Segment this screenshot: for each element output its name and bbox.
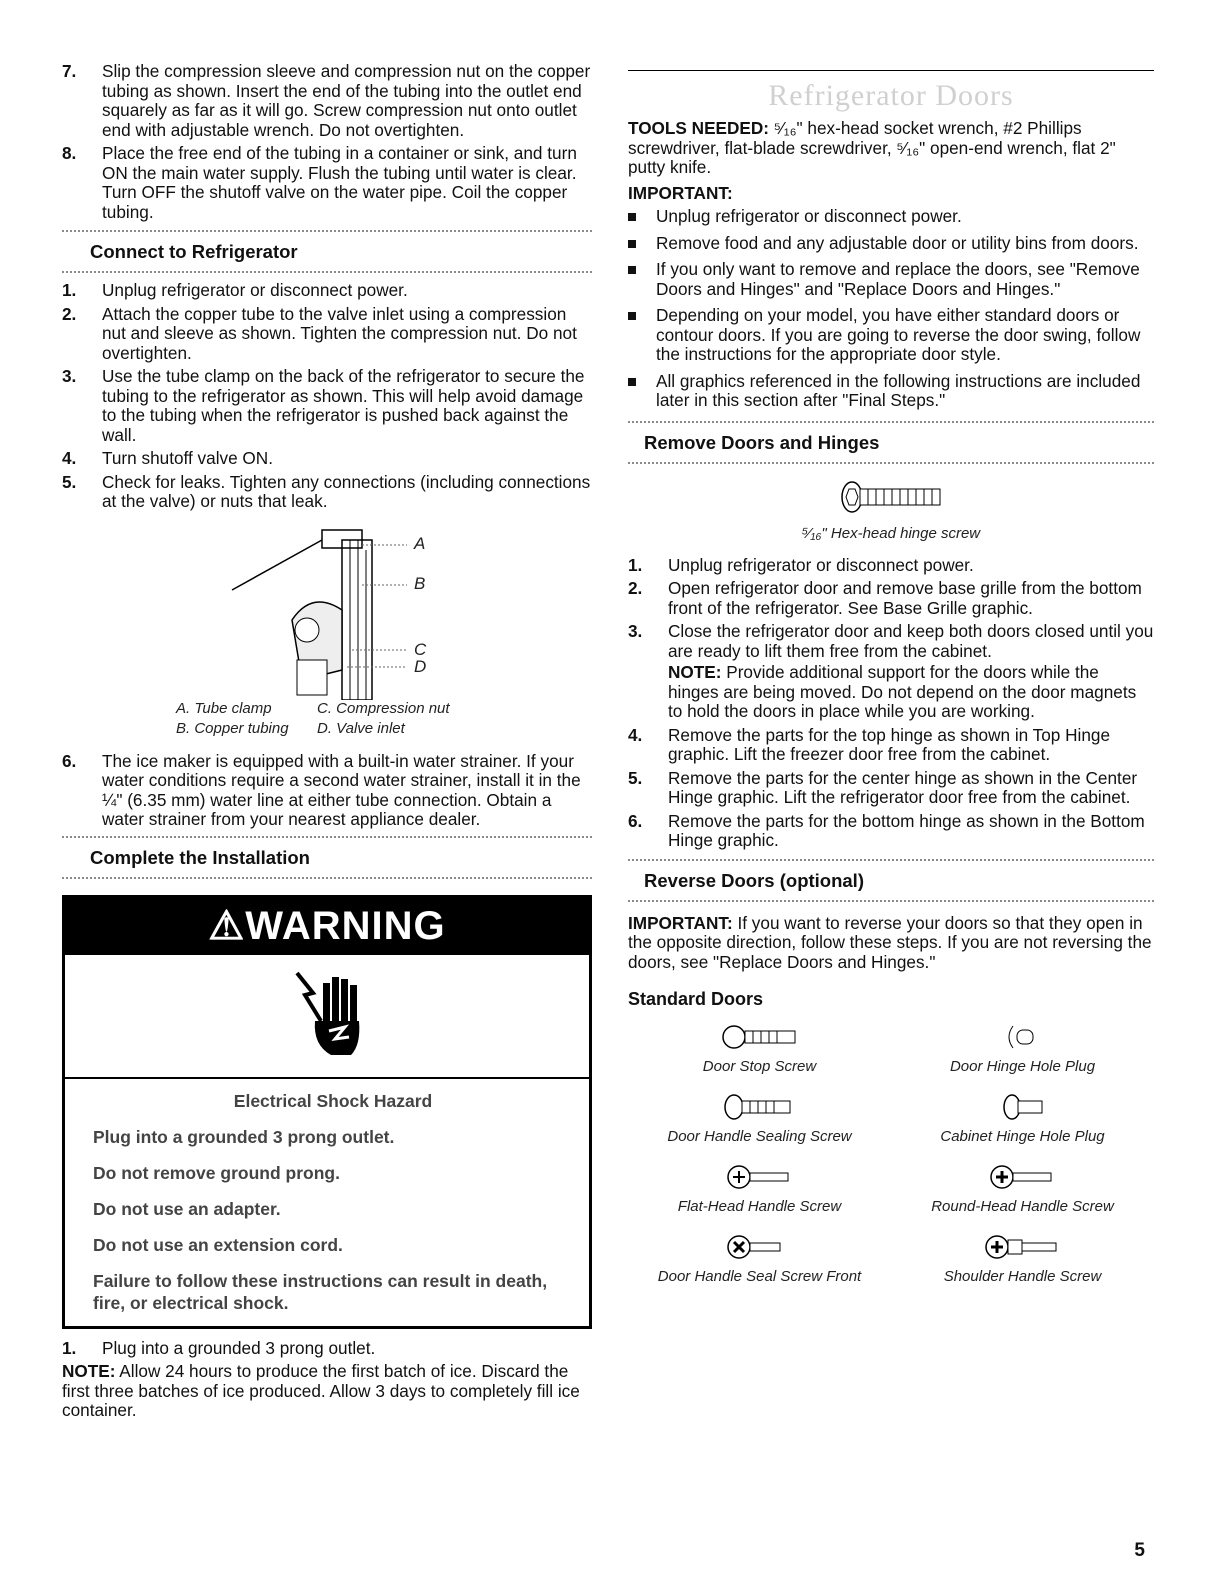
install-steps-top <box>62 62 592 222</box>
connect-section <box>62 230 592 273</box>
divider <box>62 877 592 879</box>
shock-icon-row <box>65 955 589 1079</box>
door-stop-screw-icon <box>720 1022 800 1052</box>
reverse-important: IMPORTANT: If you want to reverse your doors so that they open in the opposite direction, follow these steps. If you are not reversing the doors, see "Replace Doors and Hinges." <box>628 912 1152 972</box>
list-item: 7. Slip the compression sleeve and compression nut on the copper tubing as shown. Insert the end of the tubing into the outlet end squarely as far as it will go. Screw compression nut onto outlet end with adjustable wrench. Do not overtighten. <box>62 61 591 140</box>
hardware-caption: Door Stop Screw <box>702 1057 817 1075</box>
list-item: 3. Close the refrigerator door and keep both doors closed until you are ready to lift them free from the cabinet. NOTE: Provide additional support for the doors while the hinges are being moved. Do not depend on the door magnets to hold the doors in place while you are working. <box>628 621 1154 721</box>
list-item: 1. Unplug refrigerator or disconnect power. <box>628 554 974 575</box>
hardware-caption: Shoulder Handle Screw <box>943 1267 1102 1285</box>
list-item: 2. Attach the copper tube to the valve inlet using a compression nut and sleeve as shown. Tighten the compression nut. Do not overtighten. <box>62 303 577 363</box>
list-item: If you only want to remove and replace the doors, see "Remove Doors and Hinges" and "Replace Doors and Hinges." <box>628 260 1154 299</box>
electric-shock-icon <box>291 965 371 1065</box>
hardware-item <box>891 1162 1154 1232</box>
legend-item: B. Copper tubing <box>176 719 289 737</box>
shoulder-screw-icon <box>983 1232 1063 1262</box>
figure-legend <box>62 700 592 746</box>
hardware-caption: Door Handle Seal Screw Front <box>657 1267 862 1285</box>
callout-c: C <box>414 639 427 659</box>
divider <box>628 462 1154 464</box>
hardware-item <box>891 1092 1154 1162</box>
divider <box>62 271 592 273</box>
hardware-caption: Door Handle Sealing Screw <box>667 1127 852 1145</box>
legend-item: A. Tube clamp <box>176 699 272 717</box>
hardware-caption: Flat-Head Handle Screw <box>677 1197 842 1215</box>
hex-head-screw-icon <box>836 480 946 514</box>
warning-triangle-icon: ⚠ <box>208 903 246 948</box>
hazard-title: Electrical Shock Hazard <box>233 1090 433 1111</box>
callout-b: B <box>414 573 426 593</box>
list-item: 2. Open refrigerator door and remove base grille from the bottom front of the refrigerator. See Base Grille graphic. <box>628 578 1142 618</box>
cabinet-plug-icon <box>998 1092 1048 1122</box>
page-number: 5 <box>1134 1540 1145 1561</box>
hardware-caption: Cabinet Hinge Hole Plug <box>940 1127 1105 1145</box>
list-item: 6. Remove the parts for the bottom hinge as shown in the Bottom Hinge graphic. <box>628 810 1145 850</box>
hardware-item <box>891 1232 1154 1302</box>
warning-line: Do not use an extension cord. <box>93 1234 343 1255</box>
round-head-screw-icon <box>988 1162 1058 1192</box>
callout-a: A <box>414 533 426 553</box>
warning-line: Plug into a grounded 3 prong outlet. <box>93 1126 395 1147</box>
hardware-item <box>628 1092 891 1162</box>
list-item: Depending on your model, you have either standard doors or contour doors. If you are going to reverse the door swing, follow the instructions for the appropriate door style. <box>628 306 1154 365</box>
divider <box>628 900 1154 902</box>
remove-steps <box>628 556 1154 851</box>
connect-steps <box>62 281 592 512</box>
callout-d: D <box>414 656 427 676</box>
valve-diagram <box>62 520 592 700</box>
final-step <box>62 1339 592 1359</box>
warning-line: Do not remove ground prong. <box>93 1162 340 1183</box>
page-title: Refrigerator Doors <box>768 79 1014 112</box>
sealing-screw-icon <box>720 1092 800 1122</box>
strainer-step <box>62 752 592 830</box>
hinge-hole-plug-icon <box>1003 1022 1043 1052</box>
left-column <box>62 62 592 1421</box>
list-item: 1. Unplug refrigerator or disconnect power. <box>62 280 408 300</box>
reverse-section <box>628 859 1154 902</box>
standard-doors-heading: Standard Doors <box>628 989 764 1009</box>
tools-needed: TOOLS NEEDED: ⁵⁄₁₆" hex-head socket wrench, #2 Phillips screwdriver, flat-blade screwdriver, ⁵⁄₁₆" open-end wrench, flat 2" putty knife. <box>628 118 1116 177</box>
legend-item: D. Valve inlet <box>317 719 405 737</box>
list-item: 1. Plug into a grounded 3 prong outlet. <box>62 1337 376 1358</box>
list-item: 4. Remove the parts for the top hinge as shown in Top Hinge graphic. Lift the freezer door free from the cabinet. <box>628 724 1111 764</box>
figure-caption: ⁵⁄₁₆" Hex-head hinge screw <box>801 524 981 542</box>
top-rule <box>628 70 1154 71</box>
section-heading: Complete the Installation <box>90 846 310 868</box>
remove-section <box>628 421 1154 464</box>
important-bullets <box>628 207 1154 411</box>
hinge-screw-figure <box>628 480 1154 542</box>
complete-section <box>62 836 592 879</box>
list-item: Remove food and any adjustable door or utility bins from doors. <box>628 234 1154 254</box>
warning-banner: ⚠WARNING <box>65 898 589 955</box>
warning-body <box>65 1079 589 1326</box>
hardware-caption: Round-Head Handle Screw <box>931 1197 1114 1215</box>
hardware-item <box>628 1162 891 1232</box>
list-item: 5. Check for leaks. Tighten any connections (including connections at the valve) or nuts that leak. <box>62 471 591 511</box>
warning-line: Failure to follow these instructions can result in death, fire, or electrical shock. <box>93 1270 548 1313</box>
legend-item: C. Compression nut <box>317 699 450 717</box>
section-heading: Reverse Doors (optional) <box>644 869 864 891</box>
list-item: All graphics referenced in the following instructions are included later in this section after "Final Steps." <box>628 372 1154 411</box>
list-item: 5. Remove the parts for the center hinge as shown in the Center Hinge graphic. Lift the refrigerator door free from the cabinet. <box>628 767 1138 807</box>
list-item: 4. Turn shutoff valve ON. <box>62 448 273 468</box>
section-heading: Remove Doors and Hinges <box>644 431 880 453</box>
hardware-item <box>891 1022 1154 1092</box>
warning-box <box>62 895 592 1329</box>
hardware-item <box>628 1022 891 1092</box>
flat-head-screw-icon <box>725 1162 795 1192</box>
list-item: 6. The ice maker is equipped with a built-in water strainer. If your water conditions require a second water strainer, install it in the ¼" (6.35 mm) water line at either tube connection. Obtain a water strainer from your nearest appliance dealer. <box>62 750 581 829</box>
hardware-caption: Door Hinge Hole Plug <box>949 1057 1096 1075</box>
important-label: IMPORTANT: <box>628 182 733 203</box>
right-column <box>628 70 1154 1302</box>
section-heading: Connect to Refrigerator <box>90 241 298 262</box>
list-item: 8. Place the free end of the tubing in a container or sink, and turn ON the main water supply. Flush the tubing until water is clear. Turn OFF the shutoff valve on the water pipe. Coil the copper tubing. <box>62 143 577 222</box>
list-item: Unplug refrigerator or disconnect power. <box>628 207 1154 227</box>
hardware-item <box>628 1232 891 1302</box>
hardware-grid <box>628 1022 1154 1302</box>
list-item: 3. Use the tube clamp on the back of the refrigerator to secure the tubing to the refrigerator as shown. This will help avoid damage to the tubing when the refrigerator is pushed back against the wall. <box>62 366 585 445</box>
valve-figure <box>62 520 592 700</box>
seal-screw-front-icon <box>725 1232 795 1262</box>
ice-note: NOTE: Allow 24 hours to produce the first batch of ice. Discard the first three batches of ice produced. Allow 3 days to completely fill ice container. <box>62 1361 580 1420</box>
warning-line: Do not use an adapter. <box>93 1198 281 1219</box>
